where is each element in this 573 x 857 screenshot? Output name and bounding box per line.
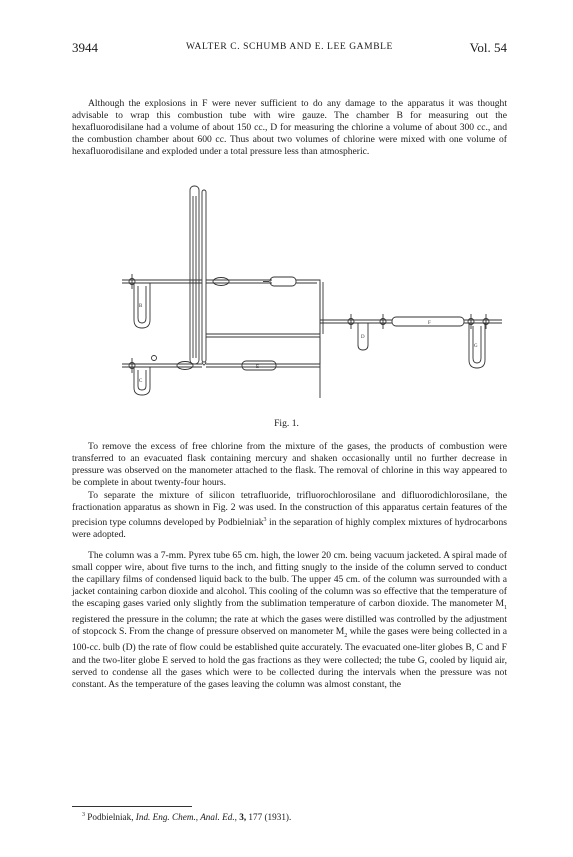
fractionation-text-a: To separate the mixture of silicon tetrafluoride, trifluorochlorosilane and difluorodichlorosilane, the fractionation apparatus as shown in Fig. 2 was used. In the construction of this apparatus certain features of the precision type columns developed by Podbielniak bbox=[72, 490, 507, 529]
paragraph-chlorine-removal: To remove the excess of free chlorine from the mixture of the gases, the products of combustion were transferred to an evacuated flask containing mercury and shaken occasionally until no further decrease in pressure was observed on the manometer attached to the flask. The removal of chlorine in this way appeared to be complete in about twenty-four hours. bbox=[72, 441, 507, 489]
page-number: 3944 bbox=[72, 40, 98, 55]
volume-number: Vol. 54 bbox=[469, 40, 507, 55]
column-text-c: while the gases were being collected in a 100-cc. bulb (D) the rate of flow could be established quite accurately. The evacuated one-liter globes B, C and F and the two-liter globe E served to hold the gas fractions as they were collected; the tube G, cooled by liquid air, served to condense all the gases which were to be collected during the intervals when the pressure was not constant. As the temperature of the gases leaving the column was almost constant, the bbox=[72, 626, 507, 690]
footnote-ref: 3 bbox=[263, 517, 267, 524]
footnote-volume: 3, bbox=[239, 812, 247, 823]
footnote bbox=[82, 812, 507, 822]
column-text-b: registered the pressure in the column; the rate at which the gases were distilled was controlled by the adjustment of stopcock S. From the change of pressure observed on manometer M bbox=[72, 614, 507, 638]
paragraph-column bbox=[72, 550, 507, 691]
upper-tube-assembly bbox=[122, 274, 320, 398]
fig-label-B: B bbox=[139, 304, 143, 309]
paragraph-explosions: Although the explosions in F were never sufficient to do any damage to the apparatus it was thought advisable to wrap this combustion tube with wire gauze. The chamber B for measuring out the hexafluorodisilane had a volume of about 150 cc., D for measuring the chlorine a volume of about 300 cc., and the combustion chamber about 600 cc. Thus about two volumes of chlorine were mixed with one volume of hexafluorodisilane and exploded under a total pressure less than atmospheric. bbox=[72, 98, 507, 158]
fig-label-C: C bbox=[139, 379, 143, 384]
footnote-marker: 3 bbox=[82, 812, 85, 818]
footnote-pages: 177 (1931). bbox=[248, 812, 292, 823]
fig-label-F: F bbox=[428, 321, 431, 326]
paragraph-fractionation bbox=[72, 490, 507, 542]
footnote-rule bbox=[72, 806, 192, 807]
right-tube-assembly bbox=[348, 314, 502, 368]
vertical-column bbox=[190, 186, 206, 365]
manometer-subscript-1: 1 bbox=[504, 605, 507, 612]
column-text-a: The column was a 7-mm. Pyrex tube 65 cm. high, the lower 20 cm. being vacuum jacketed. A spiral made of small copper wire, about five turns to the inch, and fitting snugly to the inside of the column served to conduct the capillary films of condensed liquid back to the bulb. The upper 45 cm. of the column was surrounded with a jacket containing carbon dioxide and alcohol. This cooling of the column was so effective that the temperature of the escaping gases varied only slightly from the sublimation temperature of carbon dioxide. The manometer M bbox=[72, 550, 507, 610]
manometer-subscript-2: 2 bbox=[344, 633, 348, 640]
fig-label-E: E bbox=[256, 365, 260, 370]
fig-label-D: D bbox=[361, 335, 365, 340]
lower-tube-assembly bbox=[122, 337, 320, 395]
figure-caption: Fig. 1. bbox=[274, 418, 299, 429]
running-header bbox=[72, 40, 507, 58]
fig-label-G: G bbox=[474, 344, 478, 349]
connecting-lines bbox=[206, 282, 392, 337]
footnote-journal: Ind. Eng. Chem., Anal. Ed., bbox=[135, 812, 237, 823]
fractionation-text-b: in the separation of highly complex mixtures of hydrocarbons were adopted. bbox=[72, 517, 507, 541]
figure-apparatus-diagram bbox=[92, 182, 512, 398]
footnote-author: Podbielniak, bbox=[87, 812, 134, 823]
running-authors: WALTER C. SCHUMB AND E. LEE GAMBLE bbox=[186, 42, 393, 52]
